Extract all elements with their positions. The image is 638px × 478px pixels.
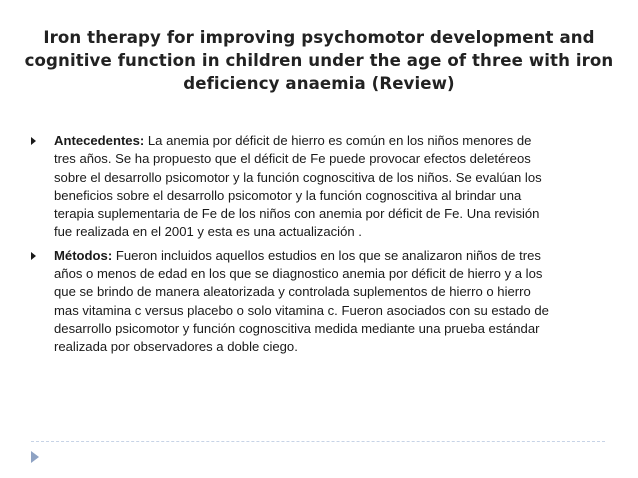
slide-title-line: cognitive function in children under the age of three with iron: [24, 51, 614, 70]
slide-title: [0, 26, 638, 95]
slide-title-line: Iron therapy for improving psychomotor development and: [43, 28, 595, 47]
bullet-text: Fueron incluidos aquellos estudios en los que se analizaron niños de tres: [112, 247, 541, 263]
bullet-metodos: [31, 247, 611, 357]
bullet-line: que se brindo de manera aleatorizada y controlada suplementos de hierro o hierro: [54, 284, 531, 300]
bullet-text: La anemia por déficit de hierro es común en los niños menores de: [144, 133, 532, 148]
triangle-footer-icon: [31, 451, 39, 463]
bullet-line: beneficios sobre el desarrollo psicomotor y la función cognoscitiva al brindar una: [54, 187, 522, 203]
bullet-line: terapia suplementaria de Fe de los niños con anemia por déficit de Fe. Una revisión: [54, 206, 540, 222]
bullet-line: tres años. Se ha propuesto que el déficit de Fe puede provocar efectos deletéreos: [54, 151, 531, 167]
bullet-line: fue realizada en el 2001 y esta es una actualización .: [54, 224, 362, 240]
bullet-line: mas vitamina c versus placebo o solo vitamina c. Fueron asociados con su estado de: [54, 302, 549, 318]
bullet-line: realizada por observadores a doble ciego.: [54, 339, 298, 355]
footer-divider: [31, 441, 605, 442]
triangle-bullet-icon: [31, 252, 36, 260]
bullet-label: Métodos:: [54, 247, 113, 263]
bullet-antecedentes: [31, 132, 611, 242]
bullet-line: desarrollo psicomotor y función cognoscitiva medida mediante una prueba estándar: [54, 320, 540, 336]
bullet-line: sobre el desarrollo psicomotor y la función cognoscitiva de los niños. Se evalúan los: [54, 169, 542, 185]
bullet-label: Antecedentes:: [54, 133, 145, 148]
bullet-line: [54, 247, 611, 265]
bullet-line: años o menos de edad en los que se diagnostico anemia por déficit de hierro y a los: [54, 266, 543, 282]
slide-title-line: deficiency anaemia (Review): [183, 74, 455, 93]
bullet-line: [54, 132, 611, 150]
bullet-list: [31, 132, 611, 362]
triangle-bullet-icon: [31, 137, 36, 145]
